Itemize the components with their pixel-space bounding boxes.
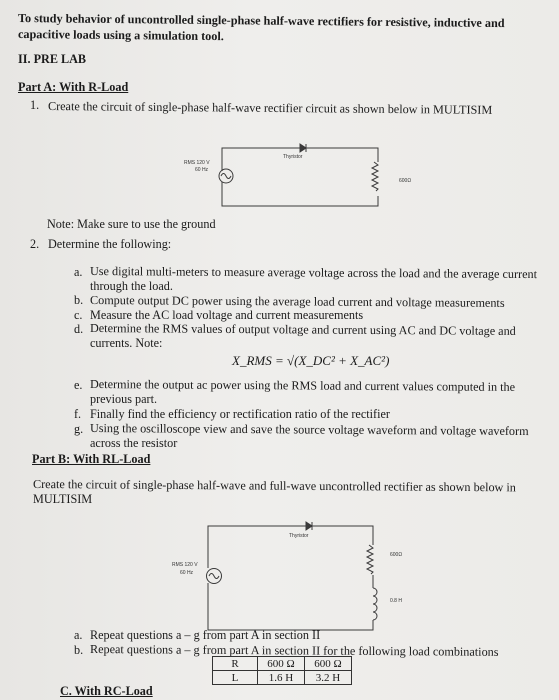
part-b-heading: Part B: With RL-Load (32, 452, 151, 466)
part-b-item-b-text: Repeat questions a – g from part A in section II for the following load combinations (89, 642, 499, 659)
item-a-label: a. (74, 265, 83, 279)
item-1-text: Create the circuit of single-phase half-wave rectifier circuit as shown below in MULTISIM (47, 99, 493, 117)
part-b-item-b-label: b. (74, 643, 84, 657)
table-row (213, 671, 352, 685)
circuit-a-thyristor-label: Thyristor (283, 154, 303, 160)
intro-line-1: To study behavior of uncontrolled single-phase half-wave rectifiers for resistive, inductive and (17, 11, 505, 31)
section-heading: II. PRE LAB (18, 52, 87, 66)
part-b-text-1: Create the circuit of single-phase half-wave and full-wave uncontrolled rectifier as shown below in (32, 477, 516, 495)
item-g-label: g. (74, 422, 84, 436)
item-b-text: Compute output DC power using the average load current and voltage measurements (89, 293, 505, 310)
item-d-label: d. (74, 322, 84, 336)
table-cell: L (213, 671, 258, 685)
item-c-label: c. (74, 308, 83, 322)
item-1-number: 1. (30, 98, 40, 112)
item-2-text: Determine the following: (48, 237, 172, 251)
item-e-label: e. (74, 378, 83, 392)
circuit-a-source-label: RMS 120 V (184, 160, 210, 166)
item-e-text-2: previous part. (90, 392, 158, 406)
intro-line-2: capacitive loads using a simulation tool. (17, 27, 224, 44)
item-2-number: 2. (30, 237, 40, 251)
item-b-label: b. (74, 293, 84, 307)
table-cell: 1.6 H (258, 671, 305, 685)
table-cell: 600 Ω (305, 657, 352, 671)
circuit-b-inductor-label: 0.8 H (390, 598, 402, 604)
circuit-b-thyristor-label: Thyristor (289, 533, 309, 539)
table-cell: R (213, 657, 258, 671)
part-a-heading: Part A: With R-Load (18, 80, 129, 94)
table-cell: 3.2 H (305, 671, 352, 685)
item-d-text-2: currents. Note: (90, 336, 163, 350)
item-c-text: Measure the AC load voltage and current measurements (90, 308, 364, 322)
item-a-text-2: through the load. (90, 279, 173, 293)
item-d-text-1: Determine the RMS values of output voltage and current using AC and DC voltage and (89, 321, 516, 338)
part-b-item-a-label: a. (74, 628, 83, 642)
ground-note: Note: Make sure to use the ground (47, 217, 216, 231)
item-e-text-1: Determine the output ac power using the RMS load and current values computed in the (89, 377, 516, 394)
item-g-text-1: Using the oscilloscope view and save the source voltage waveform and voltage waveform (89, 421, 529, 439)
circuit-a-resistor-label: 600Ω (399, 178, 412, 184)
item-g-text-2: across the resistor (90, 436, 178, 450)
part-b-item-a-text: Repeat questions a – g from part A in section II (90, 628, 321, 642)
item-a-text-1: Use digital multi-meters to measure average voltage across the load and the average current (89, 264, 538, 282)
circuit-b-source-label: RMS 120 V (172, 562, 198, 568)
part-c-heading: C. With RC-Load (60, 684, 153, 698)
item-f-label: f. (74, 407, 82, 421)
table-cell: 600 Ω (258, 657, 305, 671)
part-b-text-2: MULTISIM (33, 492, 93, 506)
circuit-a-frequency-label: 60 Hz (195, 167, 209, 173)
rms-formula: X_RMS = √(X_DC² + X_AC²) (232, 353, 390, 368)
circuit-b-frequency-label: 60 Hz (180, 570, 194, 576)
table-row (213, 657, 352, 671)
item-f-text: Finally find the efficiency or rectification ratio of the rectifier (90, 407, 390, 421)
circuit-b-resistor-label: 600Ω (390, 552, 403, 558)
load-combinations-table (212, 656, 352, 685)
